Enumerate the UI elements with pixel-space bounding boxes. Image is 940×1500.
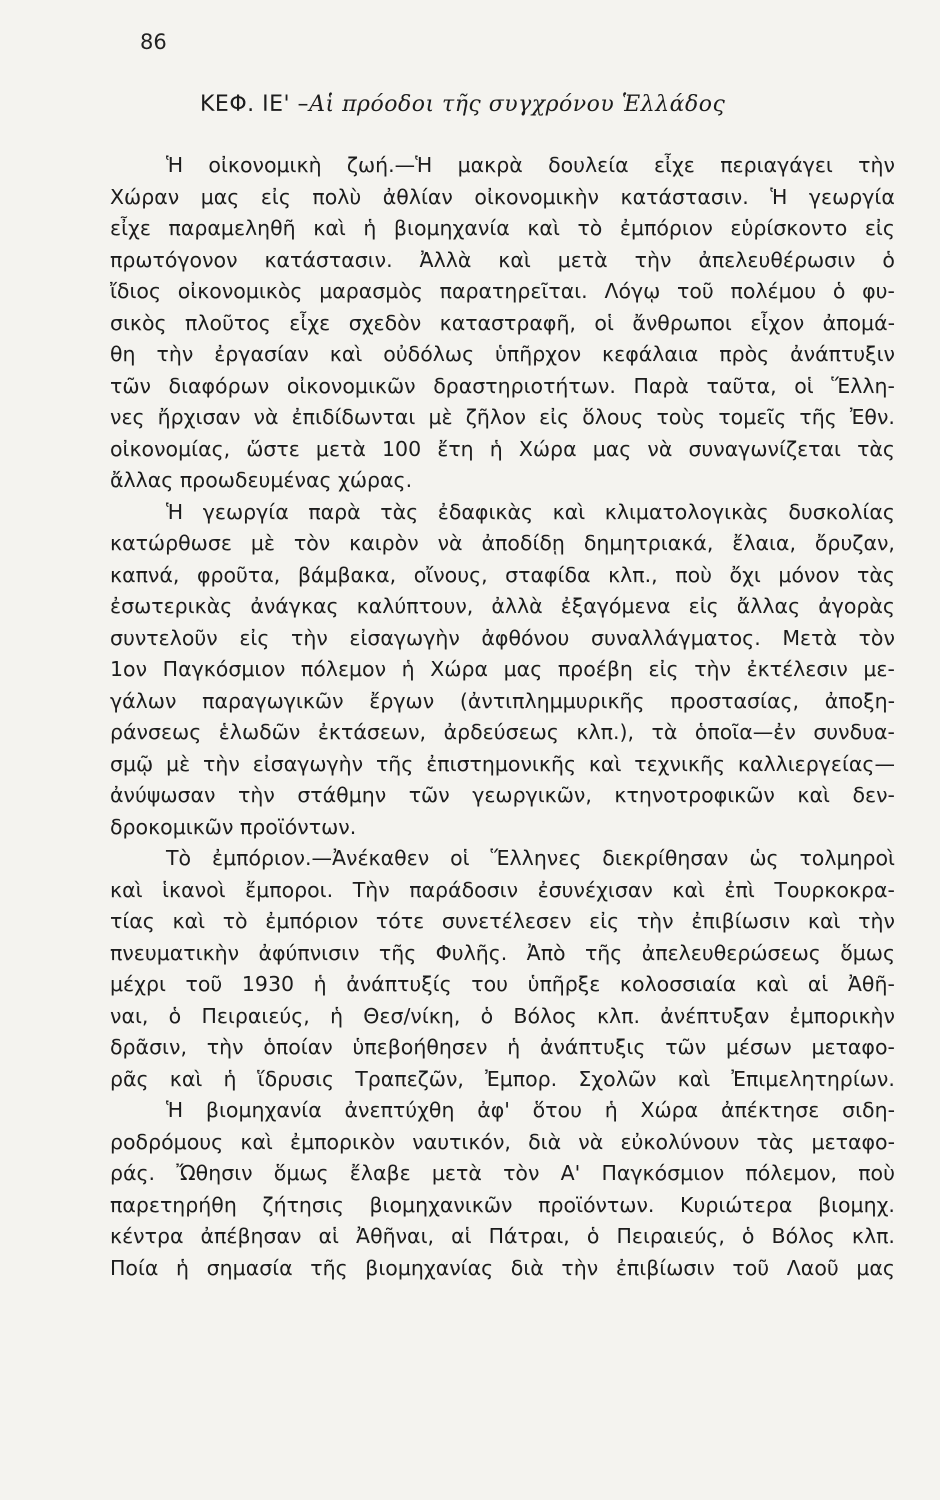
text-line: ναι, ὁ Πειραιεύς, ἡ Θεσ/νίκη, ὁ Βόλος κλπ. ἀνέπτυξαν ἐμπορικὴν <box>110 1003 895 1028</box>
text-line: ἄλλας προωδευμένας χώρας. <box>110 468 413 492</box>
text-line: Ἡ οἰκονομικὴ ζωή.—Ἡ μακρὰ δουλεία εἶχε περιαγάγει τὴν <box>166 153 895 177</box>
text-line: εἶχε παραμεληθῆ καὶ ἡ βιομηχανία καὶ τὸ ἐμπόριον εὑρίσκοντο εἰς <box>110 216 895 240</box>
text-line: γάλων παραγωγικῶν ἔργων (ἀντιπλημμυρικῆς προστασίας, ἀποξη- <box>110 688 895 713</box>
text-line: οἰκονομίας, ὥστε μετὰ 100 ἔτη ἡ Χώρα μας νὰ συναγωνίζεται τὰς <box>110 436 895 461</box>
body-text <box>110 150 895 1284</box>
text-line: σικὸς πλοῦτος εἶχε σχεδὸν καταστραφῆ, οἱ ἄνθρωποι εἶχον ἀπομά- <box>110 310 895 335</box>
chapter-title <box>200 92 860 117</box>
text-line: Ἡ βιομηχανία ἀνεπτύχθη ἀφ' ὅτου ἡ Χώρα ἀπέκτησε σιδη- <box>166 1098 895 1122</box>
text-line: 1ον Παγκόσμιον πόλεμον ἡ Χώρα μας προέβη εἰς τὴν ἐκτέλεσιν με- <box>110 657 895 681</box>
text-line: Ποία ἡ σημασία τῆς βιομηχανίας διὰ τὴν ἐπιβίωσιν τοῦ Λαοῦ μας <box>110 1255 895 1280</box>
page-number: 86 <box>140 30 167 54</box>
text-line: Τὸ ἐμπόριον.—Ἀνέκαθεν οἱ Ἕλληνες διεκρίθησαν ὡς τολμηροὶ <box>166 846 895 870</box>
text-line: θη τὴν ἐργασίαν καὶ οὐδόλως ὑπῆρχον κεφάλαια πρὸς ἀνάπτυξιν <box>110 342 895 366</box>
text-line: μέχρι τοῦ 1930 ἡ ἀνάπτυξίς του ὑπῆρξε κολοσσιαία καὶ αἱ Ἀθῆ- <box>110 972 895 996</box>
text-line: τῶν διαφόρων οἰκονομικῶν δραστηριοτήτων. Παρὰ ταῦτα, οἱ Ἕλλη- <box>110 373 895 398</box>
text-line: τίας καὶ τὸ ἐμπόριον τότε συνετέλεσεν εἰς τὴν ἐπιβίωσιν καὶ τὴν <box>110 909 895 933</box>
text-line: κατώρθωσε μὲ τὸν καιρὸν νὰ ἀποδίδῃ δημητριακά, ἔλαια, ὄρυζαν, <box>110 531 895 555</box>
text-line: παρετηρήθη ζήτησις βιομηχανικῶν προϊόντων. Κυριώτερα βιομηχ. <box>110 1192 895 1217</box>
text-line: δρᾶσιν, τὴν ὁποίαν ὑπεβοήθησεν ἡ ἀνάπτυξις τῶν μέσων μεταφο- <box>110 1035 895 1059</box>
text-line: πρωτόγονον κατάστασιν. Ἀλλὰ καὶ μετὰ τὴν ἀπελευθέρωσιν ὁ <box>110 247 895 272</box>
text-line: ρᾶς καὶ ἡ ἵδρυσις Τραπεζῶν, Ἐμπορ. Σχολῶν καὶ Ἐπιμελητηρίων. <box>110 1066 895 1091</box>
text-line: ἀνύψωσαν τὴν στάθμην τῶν γεωργικῶν, κτηνοτροφικῶν καὶ δεν- <box>110 783 895 807</box>
text-line: ροδρόμους καὶ ἐμπορικὸν ναυτικόν, διὰ νὰ εὐκολύνουν τὰς μεταφο- <box>110 1129 895 1154</box>
text-line: συντελοῦν εἰς τὴν εἰσαγωγὴν ἀφθόνου συναλλάγματος. Μετὰ τὸν <box>110 625 895 650</box>
text-line: νες ἤρχισαν νὰ ἐπιδίδωνται μὲ ζῆλον εἰς ὅλους τοὺς τομεῖς τῆς Ἐθν. <box>110 405 895 429</box>
text-line: δροκομικῶν προϊόντων. <box>110 814 357 839</box>
text-line: ἐσωτερικὰς ἀνάγκας καλύπτουν, ἀλλὰ ἐξαγόμενα εἰς ἄλλας ἀγορὰς <box>110 594 895 618</box>
text-line: σμῷ μὲ τὴν εἰσαγωγὴν τῆς ἐπιστημονικῆς καὶ τεχνικῆς καλλιεργείας— <box>110 751 895 776</box>
text-line: πνευματικὴν ἀφύπνισιν τῆς Φυλῆς. Ἀπὸ τῆς ἀπελευθερώσεως ὅμως <box>110 940 895 965</box>
text-line: ἴδιος οἰκονομικὸς μαρασμὸς παρατηρεῖται. Λόγῳ τοῦ πολέμου ὁ φυ- <box>110 279 895 303</box>
text-line: Ἡ γεωργία παρὰ τὰς ἐδαφικὰς καὶ κλιματολογικὰς δυσκολίας <box>166 499 895 524</box>
text-line: κέντρα ἀπέβησαν αἱ Ἀθῆναι, αἱ Πάτραι, ὁ Πειραιεύς, ὁ Βόλος κλπ. <box>110 1224 895 1248</box>
chapter-name: Αἱ πρόοδοι τῆς συγχρόνου Ἑλλάδος <box>309 92 726 117</box>
text-line: καπνά, φροῦτα, βάμβακα, οἴνους, σταφίδα κλπ., ποὺ ὄχι μόνον τὰς <box>110 562 895 587</box>
chapter-prefix: ΚΕΦ. ΙΕ' – <box>200 92 310 117</box>
text-line: καὶ ἱκανοὶ ἔμποροι. Τὴν παράδοσιν ἐσυνέχισαν καὶ ἐπὶ Τουρκοκρα- <box>110 877 895 902</box>
text-line: ράνσεως ἑλωδῶν ἐκτάσεων, ἀρδεύσεως κλπ.), τὰ ὁποῖα—ἐν συνδυα- <box>110 720 895 744</box>
text-line: ράς. Ὤθησιν ὅμως ἔλαβε μετὰ τὸν Α' Παγκόσμιον πόλεμον, ποὺ <box>110 1161 895 1185</box>
text-line: Χώραν μας εἰς πολὺ ἀθλίαν οἰκονομικὴν κατάστασιν. Ἡ γεωργία <box>110 184 895 209</box>
